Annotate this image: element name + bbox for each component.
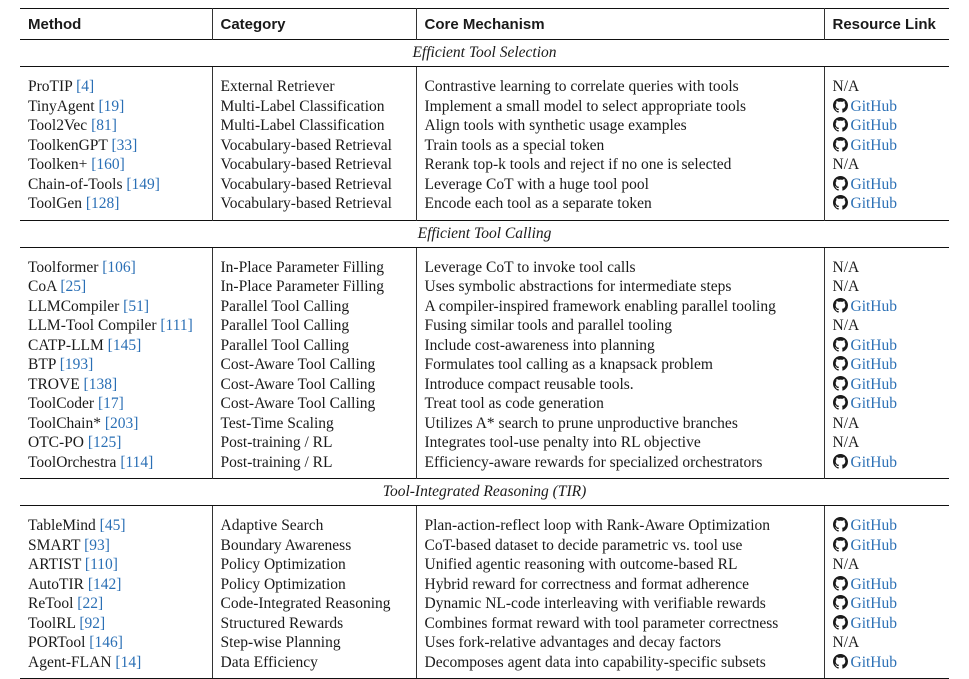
method-cell xyxy=(20,506,212,536)
github-link[interactable] xyxy=(833,376,898,393)
mechanism-cell: A compiler-inspired framework enabling parallel tooling xyxy=(416,297,824,317)
github-link[interactable] xyxy=(833,517,898,534)
table-row xyxy=(20,506,949,536)
github-link-label: GitHub xyxy=(850,356,897,373)
method-name: ProTIP xyxy=(28,78,73,95)
resource-link-cell xyxy=(824,555,949,575)
citation-link[interactable]: [92] xyxy=(79,614,106,632)
resource-link-cell xyxy=(824,575,949,595)
github-icon xyxy=(833,454,848,469)
method-cell xyxy=(20,375,212,395)
category-cell: Step-wise Planning xyxy=(212,633,416,653)
resource-link-cell xyxy=(824,355,949,375)
resource-link-cell xyxy=(824,175,949,195)
category-cell: In-Place Parameter Filling xyxy=(212,247,416,277)
category-cell: Vocabulary-based Retrieval xyxy=(212,194,416,220)
resource-link-cell xyxy=(824,155,949,175)
resource-link-cell xyxy=(824,594,949,614)
mechanism-cell: Utilizes A* search to prune unproductive branches xyxy=(416,414,824,434)
github-link[interactable] xyxy=(833,654,898,671)
resource-na: N/A xyxy=(832,414,860,432)
citation-link[interactable]: [106] xyxy=(102,258,136,276)
github-icon xyxy=(833,615,848,630)
section-row xyxy=(20,40,949,67)
method-name: ToolRL xyxy=(28,614,76,632)
github-icon xyxy=(833,195,848,210)
resource-link-cell xyxy=(824,316,949,336)
method-name: TableMind xyxy=(28,517,96,534)
methods-table xyxy=(20,8,949,679)
github-link-label: GitHub xyxy=(850,336,897,354)
method-name: ReTool xyxy=(28,595,74,612)
mechanism-cell: CoT-based dataset to decide parametric vs. tool use xyxy=(416,536,824,556)
resource-link-cell xyxy=(824,277,949,297)
mechanism-cell: Integrates tool-use penalty into RL objective xyxy=(416,433,824,453)
github-link-label: GitHub xyxy=(850,517,897,534)
mechanism-cell: Decomposes agent data into capability-specific subsets xyxy=(416,653,824,679)
citation-link[interactable]: [81] xyxy=(91,117,117,134)
method-cell xyxy=(20,297,212,317)
category-cell: Test-Time Scaling xyxy=(212,414,416,434)
github-link-label: GitHub xyxy=(850,136,897,154)
citation-link[interactable]: [17] xyxy=(97,395,124,412)
category-cell: Post-training / RL xyxy=(212,433,416,453)
github-link[interactable] xyxy=(833,337,898,354)
category-cell: Multi-Label Classification xyxy=(212,97,416,117)
section-row xyxy=(20,479,949,506)
method-name: ToolChain* xyxy=(28,414,101,432)
citation-link[interactable]: [111] xyxy=(160,317,193,334)
method-cell xyxy=(20,633,212,653)
table-row xyxy=(20,594,949,614)
method-name: BTP xyxy=(28,356,56,373)
mechanism-cell: Treat tool as code generation xyxy=(416,394,824,414)
table-row xyxy=(20,555,949,575)
github-link[interactable] xyxy=(833,537,898,554)
table-row xyxy=(20,247,949,277)
github-link[interactable] xyxy=(833,595,898,612)
resource-link-cell xyxy=(824,336,949,356)
citation-link[interactable]: [149] xyxy=(126,175,160,193)
github-link[interactable] xyxy=(833,356,898,373)
resource-na: N/A xyxy=(832,156,860,173)
citation-link[interactable]: [4] xyxy=(76,78,95,95)
method-cell xyxy=(20,453,212,479)
mechanism-cell: Implement a small model to select appropriate tools xyxy=(416,97,824,117)
resource-link-cell xyxy=(824,136,949,156)
github-icon xyxy=(833,356,848,371)
table-row xyxy=(20,155,949,175)
table-header-row xyxy=(20,9,949,40)
method-cell xyxy=(20,555,212,575)
table-row xyxy=(20,297,949,317)
category-cell: Data Efficiency xyxy=(212,653,416,679)
method-cell xyxy=(20,355,212,375)
category-cell: Code-Integrated Reasoning xyxy=(212,594,416,614)
method-cell xyxy=(20,336,212,356)
method-name: LLM-Tool Compiler xyxy=(28,317,157,334)
resource-link-cell xyxy=(824,633,949,653)
method-name: Agent-FLAN xyxy=(28,653,112,671)
section-title: Efficient Tool Calling xyxy=(20,220,949,247)
table-row xyxy=(20,116,949,136)
method-cell xyxy=(20,277,212,297)
table-row xyxy=(20,67,949,97)
resource-link-cell xyxy=(824,536,949,556)
method-cell xyxy=(20,194,212,220)
github-link-label: GitHub xyxy=(850,614,897,632)
mechanism-cell: Fusing similar tools and parallel tooling xyxy=(416,316,824,336)
resource-link-cell xyxy=(824,394,949,414)
method-cell xyxy=(20,116,212,136)
category-cell: Post-training / RL xyxy=(212,453,416,479)
resource-link-cell xyxy=(824,506,949,536)
header-core-mechanism: Core Mechanism xyxy=(416,9,824,40)
github-icon xyxy=(833,376,848,391)
github-link-label: GitHub xyxy=(850,575,897,593)
mechanism-cell: Efficiency-aware rewards for specialized orchestrators xyxy=(416,453,824,479)
method-cell xyxy=(20,155,212,175)
section-row xyxy=(20,220,949,247)
github-link-label: GitHub xyxy=(850,195,897,212)
resource-na: N/A xyxy=(832,78,860,95)
github-link[interactable] xyxy=(833,195,898,212)
table-row xyxy=(20,136,949,156)
method-cell xyxy=(20,175,212,195)
table-row xyxy=(20,453,949,479)
table-row xyxy=(20,277,949,297)
section-title: Tool-Integrated Reasoning (TIR) xyxy=(20,479,949,506)
resource-link-cell xyxy=(824,247,949,277)
method-name: Tool2Vec xyxy=(28,117,88,134)
category-cell: Vocabulary-based Retrieval xyxy=(212,155,416,175)
category-cell: Policy Optimization xyxy=(212,555,416,575)
table-row xyxy=(20,194,949,220)
methods-table-container xyxy=(20,8,949,679)
github-icon xyxy=(833,595,848,610)
citation-link[interactable]: [25] xyxy=(60,278,87,295)
citation-link[interactable]: [142] xyxy=(87,575,122,593)
category-cell: Adaptive Search xyxy=(212,506,416,536)
citation-link[interactable]: [110] xyxy=(84,556,118,573)
citation-link[interactable]: [93] xyxy=(84,536,110,554)
mechanism-cell: Rerank top-k tools and reject if no one is selected xyxy=(416,155,824,175)
table-row xyxy=(20,316,949,336)
method-cell xyxy=(20,316,212,336)
category-cell: In-Place Parameter Filling xyxy=(212,277,416,297)
resource-link-cell xyxy=(824,297,949,317)
category-cell: Parallel Tool Calling xyxy=(212,336,416,356)
citation-link[interactable]: [19] xyxy=(98,97,125,115)
mechanism-cell: Train tools as a special token xyxy=(416,136,824,156)
category-cell: Cost-Aware Tool Calling xyxy=(212,394,416,414)
github-icon xyxy=(833,337,848,352)
category-cell: Vocabulary-based Retrieval xyxy=(212,175,416,195)
citation-link[interactable]: [51] xyxy=(123,297,149,315)
category-cell: Cost-Aware Tool Calling xyxy=(212,355,416,375)
github-link[interactable] xyxy=(833,98,898,115)
resource-link-cell xyxy=(824,375,949,395)
github-icon xyxy=(833,117,848,132)
mechanism-cell: Leverage CoT to invoke tool calls xyxy=(416,247,824,277)
mechanism-cell: Introduce compact reusable tools. xyxy=(416,375,824,395)
github-link-label: GitHub xyxy=(850,97,897,115)
github-link[interactable] xyxy=(833,576,898,593)
method-cell xyxy=(20,575,212,595)
method-name: ToolOrchestra xyxy=(28,453,117,471)
resource-link-cell xyxy=(824,97,949,117)
header-category: Category xyxy=(212,9,416,40)
resource-na: N/A xyxy=(832,634,860,651)
section-title: Efficient Tool Selection xyxy=(20,40,949,67)
resource-na: N/A xyxy=(832,317,860,334)
method-cell xyxy=(20,247,212,277)
github-link-label: GitHub xyxy=(850,175,897,193)
method-cell xyxy=(20,653,212,679)
method-cell xyxy=(20,136,212,156)
table-row xyxy=(20,633,949,653)
table-row xyxy=(20,336,949,356)
method-cell xyxy=(20,414,212,434)
method-name: Toolformer xyxy=(28,258,99,276)
method-name: PORTool xyxy=(28,634,86,651)
github-link-label: GitHub xyxy=(850,653,897,671)
resource-link-cell xyxy=(824,453,949,479)
method-name: AutoTIR xyxy=(28,575,84,593)
citation-link[interactable]: [145] xyxy=(107,336,142,354)
category-cell: External Retriever xyxy=(212,67,416,97)
table-row xyxy=(20,175,949,195)
citation-link[interactable]: [125] xyxy=(87,434,122,451)
mechanism-cell: Encode each tool as a separate token xyxy=(416,194,824,220)
table-row xyxy=(20,536,949,556)
citation-link[interactable]: [146] xyxy=(89,634,123,651)
citation-link[interactable]: [14] xyxy=(115,653,142,671)
category-cell: Policy Optimization xyxy=(212,575,416,595)
table-row xyxy=(20,414,949,434)
mechanism-cell: Plan-action-reflect loop with Rank-Aware Optimization xyxy=(416,506,824,536)
header-method: Method xyxy=(28,15,82,33)
method-name: ToolCoder xyxy=(28,395,95,412)
github-icon xyxy=(833,98,848,113)
github-link[interactable] xyxy=(833,395,898,412)
mechanism-cell: Contrastive learning to correlate queries with tools xyxy=(416,67,824,97)
github-link[interactable] xyxy=(833,298,898,315)
github-link-label: GitHub xyxy=(850,595,897,612)
resource-na: N/A xyxy=(832,434,860,451)
mechanism-cell: Uses symbolic abstractions for intermediate steps xyxy=(416,277,824,297)
mechanism-cell: Formulates tool calling as a knapsack problem xyxy=(416,355,824,375)
resource-na: N/A xyxy=(832,556,860,573)
method-name: CATP-LLM xyxy=(28,336,104,354)
github-link-label: GitHub xyxy=(850,395,897,412)
header-resource-link: Resource Link xyxy=(824,9,949,40)
method-cell xyxy=(20,433,212,453)
table-row xyxy=(20,394,949,414)
category-cell: Parallel Tool Calling xyxy=(212,297,416,317)
github-icon xyxy=(833,517,848,532)
method-name: Toolken+ xyxy=(28,156,88,173)
github-icon xyxy=(833,176,848,191)
github-link[interactable] xyxy=(833,176,898,193)
category-cell: Parallel Tool Calling xyxy=(212,316,416,336)
github-icon xyxy=(833,537,848,552)
github-link-label: GitHub xyxy=(850,536,897,554)
table-row xyxy=(20,575,949,595)
table-row xyxy=(20,653,949,679)
github-link[interactable] xyxy=(833,454,898,471)
method-cell xyxy=(20,536,212,556)
citation-link[interactable]: [138] xyxy=(83,375,118,393)
category-cell: Cost-Aware Tool Calling xyxy=(212,375,416,395)
mechanism-cell: Uses fork-relative advantages and decay factors xyxy=(416,633,824,653)
method-cell xyxy=(20,614,212,634)
mechanism-cell: Hybrid reward for correctness and format adherence xyxy=(416,575,824,595)
resource-na: N/A xyxy=(832,278,860,295)
category-cell: Boundary Awareness xyxy=(212,536,416,556)
citation-link[interactable]: [160] xyxy=(91,156,125,173)
mechanism-cell: Combines format reward with tool parameter correctness xyxy=(416,614,824,634)
method-name: SMART xyxy=(28,536,81,554)
github-icon xyxy=(833,298,848,313)
resource-link-cell xyxy=(824,614,949,634)
citation-link[interactable]: [128] xyxy=(85,195,120,212)
category-cell: Multi-Label Classification xyxy=(212,116,416,136)
github-link[interactable] xyxy=(833,137,898,154)
method-name: OTC-PO xyxy=(28,434,84,451)
github-link-label: GitHub xyxy=(850,453,897,471)
mechanism-cell: Include cost-awareness into planning xyxy=(416,336,824,356)
method-name: ARTIST xyxy=(28,556,82,573)
github-icon xyxy=(833,137,848,152)
method-name: Chain-of-Tools xyxy=(28,175,123,193)
mechanism-cell: Leverage CoT with a huge tool pool xyxy=(416,175,824,195)
category-cell: Vocabulary-based Retrieval xyxy=(212,136,416,156)
citation-link[interactable]: [114] xyxy=(120,453,154,471)
github-link[interactable] xyxy=(833,117,898,134)
resource-link-cell xyxy=(824,67,949,97)
resource-na: N/A xyxy=(832,258,860,276)
method-name: ToolGen xyxy=(28,195,83,212)
resource-link-cell xyxy=(824,414,949,434)
github-icon xyxy=(833,654,848,669)
table-row xyxy=(20,433,949,453)
method-name: ToolkenGPT xyxy=(28,136,108,154)
github-link-label: GitHub xyxy=(850,297,897,315)
method-cell xyxy=(20,67,212,97)
mechanism-cell: Unified agentic reasoning with outcome-based RL xyxy=(416,555,824,575)
resource-link-cell xyxy=(824,194,949,220)
citation-link[interactable]: [45] xyxy=(99,517,126,534)
resource-link-cell xyxy=(824,653,949,679)
github-link-label: GitHub xyxy=(850,117,897,134)
table-row xyxy=(20,375,949,395)
github-link-label: GitHub xyxy=(850,375,897,393)
table-body xyxy=(20,40,949,679)
github-icon xyxy=(833,395,848,410)
method-cell xyxy=(20,97,212,117)
resource-link-cell xyxy=(824,116,949,136)
resource-link-cell xyxy=(824,433,949,453)
method-cell xyxy=(20,594,212,614)
table-row xyxy=(20,355,949,375)
method-name: LLMCompiler xyxy=(28,297,120,315)
method-name: CoA xyxy=(28,278,57,295)
citation-link[interactable]: [193] xyxy=(59,356,94,373)
citation-link[interactable]: [22] xyxy=(77,595,104,612)
citation-link[interactable]: [33] xyxy=(111,136,138,154)
table-row xyxy=(20,97,949,117)
method-name: TinyAgent xyxy=(28,97,95,115)
mechanism-cell: Align tools with synthetic usage examples xyxy=(416,116,824,136)
method-name: TROVE xyxy=(28,375,80,393)
mechanism-cell: Dynamic NL-code interleaving with verifiable rewards xyxy=(416,594,824,614)
category-cell: Structured Rewards xyxy=(212,614,416,634)
method-cell xyxy=(20,394,212,414)
github-link[interactable] xyxy=(833,615,898,632)
citation-link[interactable]: [203] xyxy=(104,414,139,432)
table-row xyxy=(20,614,949,634)
github-icon xyxy=(833,576,848,591)
